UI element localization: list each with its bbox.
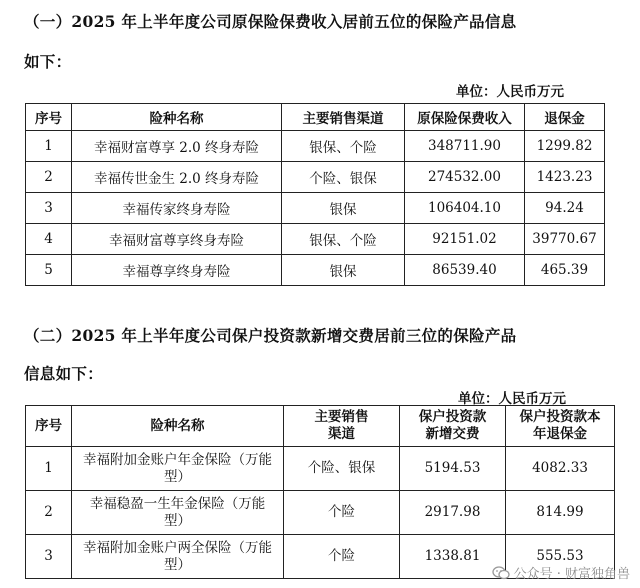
section1-heading: （一）2025 年上半年度公司原保险保费收入居前五位的保险产品信息 [24,12,517,31]
cell-new-payment: 5194.53 [400,447,506,491]
col-header-new-payment: 保户投资款新增交费 [400,406,506,447]
cell-product: 幸福附加金账户两全保险（万能型） [72,535,284,579]
table-header-row [26,104,605,131]
section2-unit: 单位：人民币万元 [458,391,566,407]
cell-surrender: 465.39 [525,255,605,286]
col-header-index: 序号 [26,406,72,447]
cell-investment-surrender: 555.53 [506,535,615,579]
cell-index: 3 [26,193,72,224]
cell-premium: 348711.90 [405,131,525,162]
cell-channel: 个险 [284,491,400,535]
cell-channel: 个险、银保 [284,447,400,491]
table-row [26,255,605,286]
cell-product: 幸福尊享终身寿险 [72,255,282,286]
col-header-channel: 主要销售渠道 [282,104,405,131]
cell-channel: 银保、个险 [282,131,405,162]
top3-investment-table [25,405,615,579]
cell-surrender: 1423.23 [525,162,605,193]
section1-heading-cont: 如下： [24,52,72,71]
col-header-product: 险种名称 [72,104,282,131]
table-row [26,131,605,162]
section2-heading-cont: 信息如下： [24,364,104,383]
cell-surrender: 1299.82 [525,131,605,162]
cell-new-payment: 1338.81 [400,535,506,579]
cell-index: 3 [26,535,72,579]
cell-index: 2 [26,491,72,535]
cell-product: 幸福附加金账户年金保险（万能型） [72,447,284,491]
col-header-product: 险种名称 [72,406,284,447]
cell-product: 幸福财富尊享终身寿险 [72,224,282,255]
cell-investment-surrender: 4082.33 [506,447,615,491]
wechat-icon [492,566,510,580]
table-header-row [26,406,615,447]
top5-premium-table [25,103,605,286]
table-row [26,447,615,491]
cell-channel: 银保 [282,255,405,286]
table-row [26,162,605,193]
watermark [492,563,630,582]
cell-index: 1 [26,131,72,162]
table-row [26,224,605,255]
cell-product: 幸福传世金生 2.0 终身寿险 [72,162,282,193]
cell-product: 幸福财富尊享 2.0 终身寿险 [72,131,282,162]
section2-heading: （二）2025 年上半年度公司保户投资款新增交费居前三位的保险产品 [24,326,517,345]
cell-product: 幸福稳盈一生年金保险（万能型） [72,491,284,535]
cell-product: 幸福传家终身寿险 [72,193,282,224]
section1-unit: 单位：人民币万元 [456,84,564,100]
cell-index: 5 [26,255,72,286]
cell-channel: 银保 [282,193,405,224]
cell-premium: 86539.40 [405,255,525,286]
table-row [26,193,605,224]
cell-index: 1 [26,447,72,491]
cell-index: 2 [26,162,72,193]
col-header-channel: 主要销售渠道 [284,406,400,447]
col-header-investment-surrender: 保户投资款本年退保金 [506,406,615,447]
cell-channel: 个险 [284,535,400,579]
col-header-premium: 原保险保费收入 [405,104,525,131]
cell-surrender: 39770.67 [525,224,605,255]
cell-new-payment: 2917.98 [400,491,506,535]
cell-investment-surrender: 814.99 [506,491,615,535]
cell-premium: 274532.00 [405,162,525,193]
cell-index: 4 [26,224,72,255]
watermark-text: 公众号 · 财富独角兽 [513,567,630,582]
col-header-index: 序号 [26,104,72,131]
cell-premium: 106404.10 [405,193,525,224]
table-row [26,491,615,535]
col-header-surrender: 退保金 [525,104,605,131]
cell-premium: 92151.02 [405,224,525,255]
cell-surrender: 94.24 [525,193,605,224]
cell-channel: 银保、个险 [282,224,405,255]
cell-channel: 个险、银保 [282,162,405,193]
